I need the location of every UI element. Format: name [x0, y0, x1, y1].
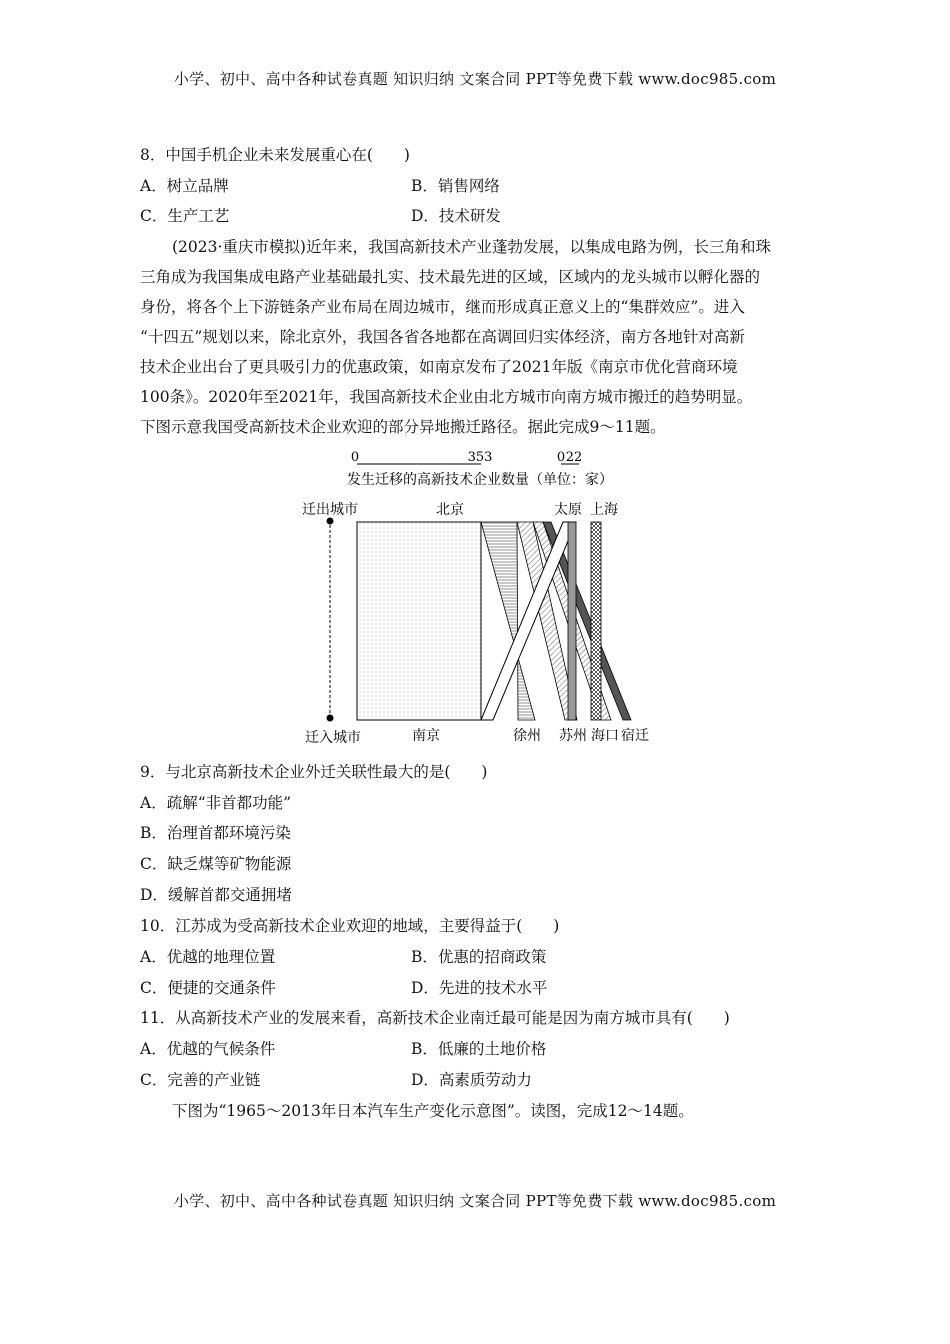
passage: [140, 232, 812, 442]
passage-line: “十四五”规划以来，除北京外，我国各省各地都在高调回归实体经济，南方各地针对高新: [140, 328, 745, 346]
source-label-taiyuan: 太原: [554, 502, 582, 518]
q11-option-c: C．完善的产业链: [140, 1071, 261, 1089]
chart-title: 发生迁移的高新技术企业数量（单位：家）: [347, 472, 613, 488]
target-label-nanjing: 南京: [412, 728, 440, 744]
q9-option-a: A．疏解“非首都功能”: [140, 794, 292, 812]
q9-option-d: D．缓解首都交通拥堵: [140, 886, 292, 904]
source-label-shanghai: 上海: [590, 502, 618, 518]
q10-option-c: C．便捷的交通条件: [140, 979, 276, 997]
q11-option-b: B．低廉的土地价格: [411, 1040, 547, 1058]
source-label-beijing: 北京: [436, 502, 464, 518]
q9-option-b: B．治理首都环境污染: [140, 824, 291, 842]
intro-q12-14: 下图为“1965～2013年日本汽车生产变化示意图”。读图，完成12～14题。: [172, 1102, 694, 1120]
flow-shanghai-suzhou: [591, 522, 601, 720]
q11-option-d: D．高素质劳动力: [411, 1071, 532, 1089]
passage-line: 三角成为我国集成电路产业基础最扎实、技术最先进的区域，区域内的龙头城市以孵化器的: [140, 268, 761, 286]
q8-option-a: A．树立品牌: [140, 177, 229, 195]
q10-option-b: B．优惠的招商政策: [411, 948, 547, 966]
q9-option-c: C．缺乏煤等矿物能源: [140, 855, 292, 873]
passage-line: 技术企业出台了更具吸引力的优惠政策，如南京发布了2021年版《南京市优化营商环境: [140, 358, 738, 376]
scale-label-353: 353: [467, 450, 493, 465]
scale-label-22: 22: [565, 450, 583, 465]
passage-line: (2023·重庆市模拟)近年来，我国高新技术产业蓬勃发展，以集成电路为例，长三角和珠: [172, 238, 771, 256]
target-label-haikou: 海口: [591, 728, 619, 744]
target-label-xuzhou: 徐州: [513, 728, 541, 744]
q9-stem: 9．与北京高新技术企业外迁关联性最大的是( ): [140, 763, 488, 781]
axis-bottom-label: 迁入城市: [305, 730, 361, 746]
scale-label-0b: 0: [556, 450, 566, 465]
q8-option-c: C．生产工艺: [140, 207, 230, 225]
migration-chart: [295, 447, 665, 747]
passage-line: 下图示意我国受高新技术企业欢迎的部分异地搬迁路径。据此完成9～11题。: [140, 418, 666, 436]
passage-line: 身份，将各个上下游链条产业布局在周边城市，继而形成真正意义上的“集群效应”。进入: [140, 298, 745, 316]
flow-taiyuan-column: [568, 522, 576, 720]
q8-stem: 8．中国手机企业未来发展重心在( ): [140, 146, 410, 164]
passage-line: 100条》。2020年至2021年，我国高新技术企业由北方城市向南方城市搬迁的趋势明显。: [140, 388, 753, 406]
q8-option-b: B．销售网络: [411, 177, 500, 195]
page-header: 小学、初中、高中各种试卷真题 知识归纳 文案合同 PPT等免费下载 www.doc985.com: [173, 70, 777, 88]
q10-option-a: A．优越的地理位置: [140, 948, 276, 966]
q8-option-d: D．技术研发: [411, 207, 501, 225]
scale-label-0: 0: [350, 450, 360, 465]
axis-top-label: 迁出城市: [302, 502, 358, 518]
q10-stem: 10．江苏成为受高新技术企业欢迎的地域，主要得益于( ): [140, 917, 560, 935]
flow-beijing-nanjing: [357, 522, 481, 720]
q11-stem: 11．从高新技术产业的发展来看，高新技术企业南迁最可能是因为南方城市具有( ): [140, 1009, 730, 1027]
axis-bottom-dot: [327, 715, 334, 722]
q11-option-a: A．优越的气候条件: [140, 1040, 276, 1058]
target-label-suzhou: 苏州: [559, 728, 587, 744]
q10-option-d: D．先进的技术水平: [411, 979, 548, 997]
page-footer: 小学、初中、高中各种试卷真题 知识归纳 文案合同 PPT等免费下载 www.doc985.com: [173, 1192, 777, 1210]
target-label-suqian: 宿迁: [621, 728, 649, 744]
axis-top-dot: [327, 518, 334, 525]
